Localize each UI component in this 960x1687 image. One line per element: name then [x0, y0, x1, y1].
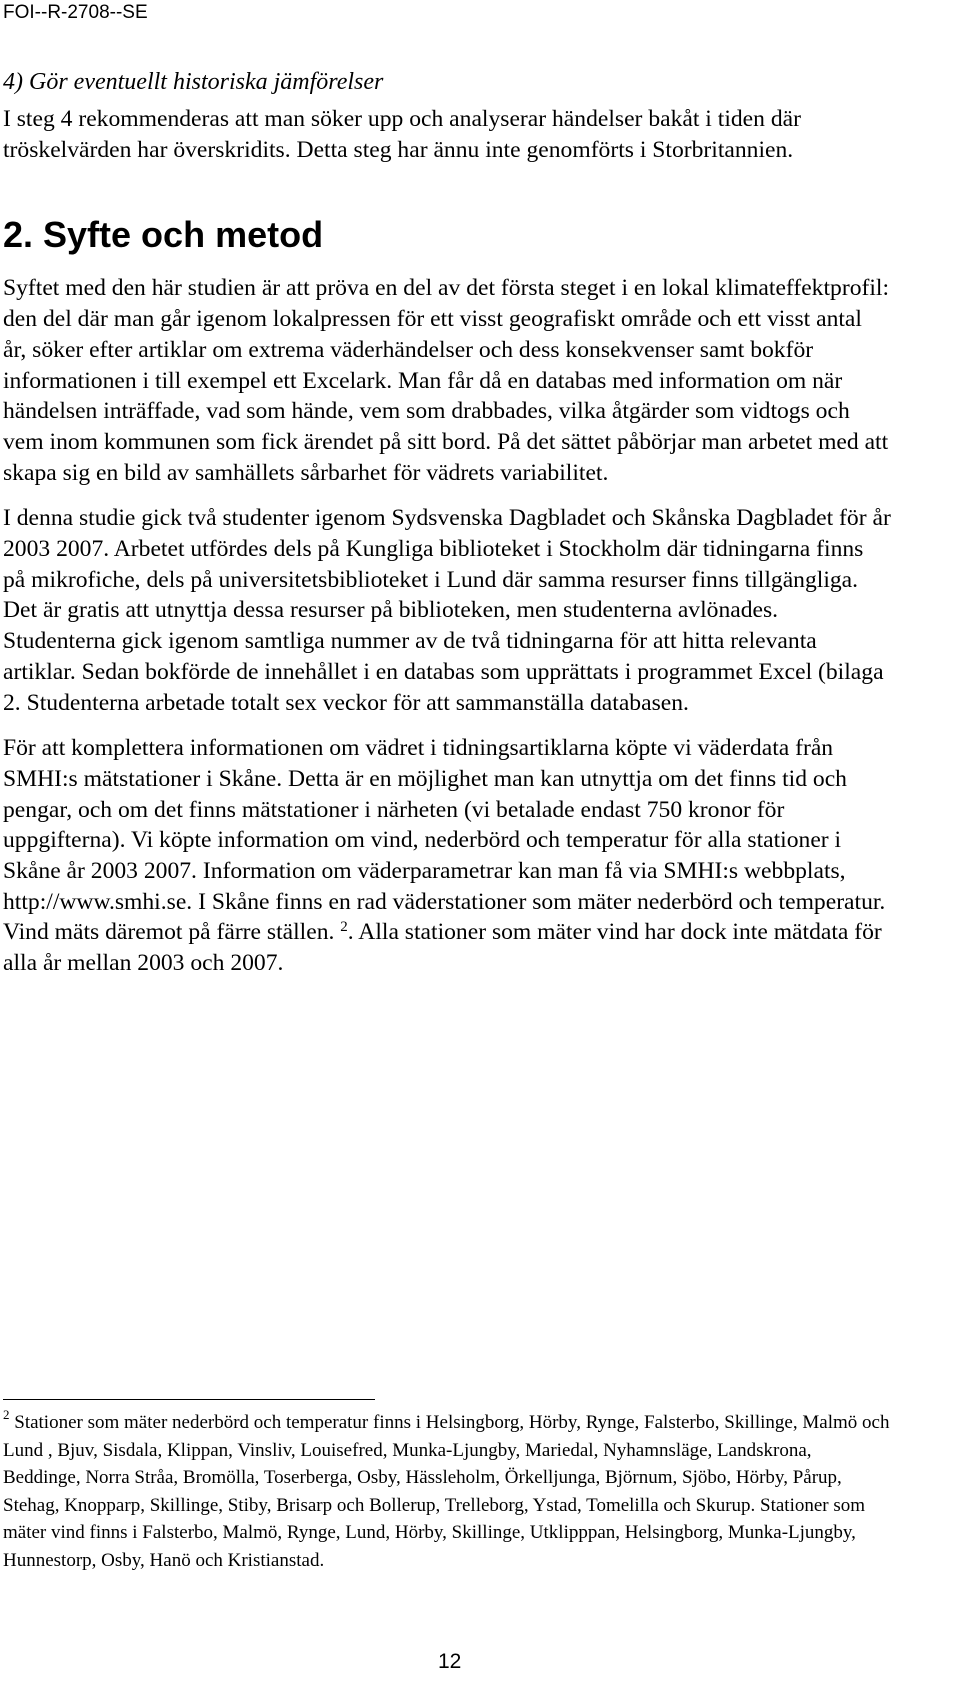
page-body: [3, 66, 891, 979]
step4-paragraph: I steg 4 rekommenderas att man söker upp och analyserar händelser bakåt i tiden där tröskelvärden har överskridits. Detta steg har ännu inte genomförts i Storbritannien.: [3, 106, 801, 163]
paragraph-method: I denna studie gick två studenter igenom Sydsvenska Dagbladet och Skånska Dagbladet för år 2003 2007. Arbetet utfördes dels på Kungliga biblioteket i Stockholm där tidningarna finns på mikrofiche, dels på universitetsbiblioteket i Lund där samma resurser finns tillgängliga. Det är gratis att utnyttja dessa resurser på biblioteken, men studenterna avlönades. Studenterna gick igenom samtliga nummer av de två tidningarna för att hitta relevanta artiklar. Sedan bokförde de innehållet i en databas som upprättats i programmet Excel (bilaga 2. Studenterna arbetade totalt sex veckor för att sammanställa databasen.: [3, 505, 891, 716]
section-heading: 2. Syfte och metod: [3, 214, 324, 256]
step4-heading: 4) Gör eventuellt historiska jämförelser: [3, 69, 384, 95]
footnote-text: Stationer som mäter nederbörd och temperatur finns i Helsingborg, Hörby, Rynge, Falsterbo, Skillinge, Malmö och Lund , Bjuv, Sisdala, Klippan, Vinsliv, Louisefred, Munka-Ljungby, Mariedal, Nyhamnsläge, Landskrona, Beddinge, Norra Stråa, Bromölla, Toserberga, Osby, Hässleholm, Örkelljunga, Björnum, Sjöbo, Hörby, Pårup, Stehag, Knopparp, Skillinge, Stiby, Brisarp och Bollerup, Trelleborg, Ystad, Tomelilla och Skurup. Stationer som mäter vind finns i Falsterbo, Malmö, Rynge, Lund, Hörby, Skillinge, Utklipppan, Helsingborg, Munka-Ljungby, Hunnestorp, Osby, Hanö och Kristianstad.: [3, 1412, 890, 1571]
footnote-number: 2: [3, 1407, 10, 1422]
paragraph-weather-data-part1: För att komplettera informationen om vädret i tidningsartiklarna köpte vi väderdata från SMHI:s mätstationer i Skåne. Detta är en möjlighet man kan utnyttja om det finns tid och pengar, och om det finns mätstationer i närheten (vi betalade endast 750 kronor för uppgifterna). Vi köpte information om vind, nederbörd och temperatur för alla stationer i Skåne år 2003 2007. Information om väderparametrar kan man få via SMHI:s webbplats, http://www.smhi.se. I Skåne finns en rad väderstationer som mäter nederbörd och temperatur. Vind mäts däremot på färre ställen.: [3, 735, 886, 946]
page-number: 12: [438, 1650, 462, 1673]
footnote: [3, 1409, 893, 1574]
paragraph-weather-data-part2: . Alla stationer som mäter vind har dock inte mätdata för alla år mellan 2003 och 2007.: [3, 919, 882, 977]
document-id: FOI--R-2708--SE: [3, 2, 148, 23]
paragraph-weather-data: [3, 733, 891, 979]
footnote-reference[interactable]: 2: [340, 919, 348, 936]
footnote-separator: [3, 1399, 375, 1400]
paragraph-purpose: Syftet med den här studien är att pröva en del av det första steget i en lokal klimateffektprofil: den del där man går igenom lokalpressen för ett visst geografiskt område och ett visst antal år, söker efter artiklar om extrema väderhändelser och dess konsekvenser samt bokför informationen i till exempel ett Excelark. Man får då en databas med information om när händelsen inträffade, vad som hände, vem som drabbades, vilka åtgärder som vidtogs och vem inom kommunen som fick ärendet på sitt bord. På det sättet påbörjar man arbetet med att skapa sig en bild av samhällets sårbarhet för vädrets variabilitet.: [3, 275, 890, 486]
